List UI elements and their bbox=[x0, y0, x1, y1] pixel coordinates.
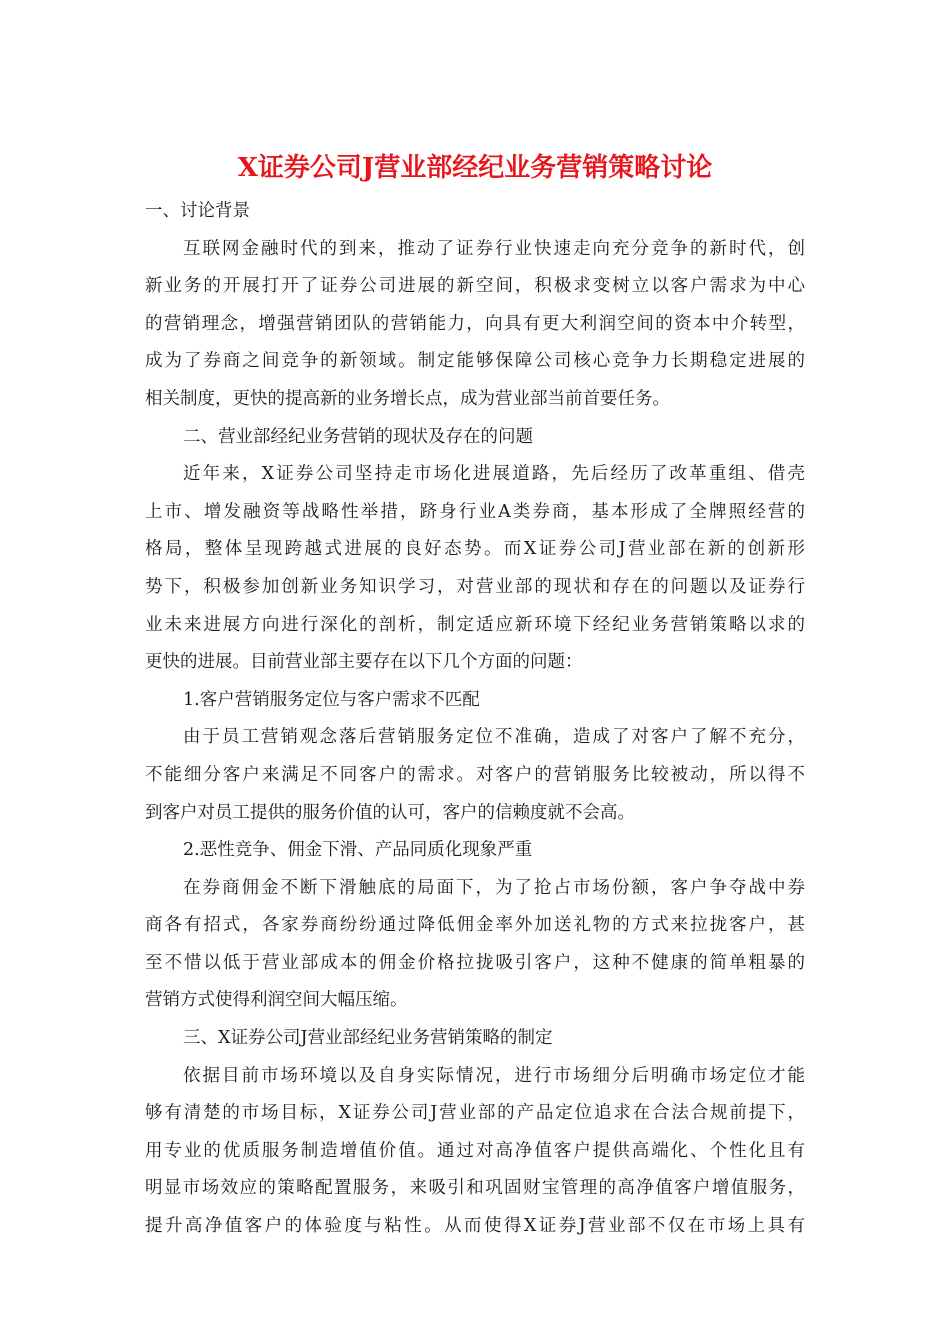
document-title: X证券公司J营业部经纪业务营销策略讨论 bbox=[237, 153, 713, 183]
paragraph-line: 新业务的开展打开了证券公司进展的新空间，积极求变树立以客户需求为中心 bbox=[145, 276, 805, 297]
paragraph-line: 依据目前市场环境以及自身实际情况，进行市场细分后明确市场定位才能 bbox=[183, 1065, 805, 1086]
paragraph-line: 商各有招式，各家券商纷纷通过降低佣金率外加送礼物的方式来拉拢客户，甚 bbox=[145, 915, 805, 936]
paragraph-line: 相关制度，更快的提高新的业务增长点，成为营业部当前首要任务。 bbox=[145, 388, 670, 409]
paragraph-line: 营销方式使得利润空间大幅压缩。 bbox=[145, 990, 408, 1011]
paragraph-line: 到客户对员工提供的服务价值的认可，客户的信赖度就不会高。 bbox=[145, 802, 635, 823]
document-body bbox=[145, 193, 805, 1246]
paragraph-line: 近年来，X证券公司坚持走市场化进展道路，先后经历了改革重组、借壳 bbox=[183, 464, 805, 485]
paragraph-line: 用专业的优质服务制造增值价值。通过对高净值客户提供高端化、个性化且有 bbox=[145, 1140, 805, 1161]
paragraph-line: 上市、增发融资等战略性举措，跻身行业A类券商，基本形成了全牌照经营的 bbox=[145, 501, 805, 522]
paragraph-background bbox=[145, 231, 805, 419]
paragraph-line: 提升高净值客户的体验度与粘性。从而使得X证券J营业部不仅在市场上具有 bbox=[145, 1216, 805, 1237]
paragraph-line: 不能细分客户来满足不同客户的需求。对客户的营销服务比较被动，所以得不 bbox=[145, 764, 805, 785]
paragraph-line: 的营销理念，增强营销团队的营销能力，向具有更大利润空间的资本中介转型， bbox=[145, 313, 805, 334]
section-heading-background: 一、讨论背景 bbox=[145, 201, 250, 221]
paragraph-positioning bbox=[145, 719, 805, 832]
section-heading-strategy: 三、X证券公司J营业部经纪业务营销策略的制定 bbox=[183, 1028, 553, 1049]
section-heading-status-issues: 二、营业部经纪业务营销的现状及存在的问题 bbox=[183, 426, 533, 447]
paragraph-line: 成为了券商之间竞争的新领域。制定能够保障公司核心竞争力长期稳定进展的 bbox=[145, 351, 805, 372]
paragraph-line: 至不惜以低于营业部成本的佣金价格拉拢吸引客户，这种不健康的简单粗暴的 bbox=[145, 952, 805, 973]
paragraph-line: 明显市场效应的策略配置服务，来吸引和巩固财宝管理的高净值客户增值服务， bbox=[145, 1178, 805, 1199]
paragraph-line: 势下，积极参加创新业务知识学习，对营业部的现状和存在的问题以及证券行 bbox=[145, 576, 805, 597]
paragraph-line: 格局，整体呈现跨越式进展的良好态势。而X证券公司J营业部在新的创新形 bbox=[145, 539, 805, 560]
paragraph-line: 由于员工营销观念落后营销服务定位不准确，造成了对客户了解不充分， bbox=[183, 727, 805, 748]
subheading-positioning-mismatch: 1.客户营销服务定位与客户需求不匹配 bbox=[183, 689, 480, 710]
paragraph-line: 互联网金融时代的到来，推动了证券行业快速走向充分竞争的新时代，创 bbox=[183, 238, 805, 259]
paragraph-line: 在券商佣金不断下滑触底的局面下，为了抢占市场份额，客户争夺战中券 bbox=[183, 877, 805, 898]
subheading-vicious-competition: 2.恶性竞争、佣金下滑、产品同质化现象严重 bbox=[183, 840, 533, 861]
paragraph-competition bbox=[145, 870, 805, 1020]
paragraph-status bbox=[145, 456, 805, 682]
paragraph-line: 够有清楚的市场目标，X证券公司J营业部的产品定位追求在合法合规前提下， bbox=[145, 1103, 805, 1124]
paragraph-line: 更快的进展。目前营业部主要存在以下几个方面的问题： bbox=[145, 652, 583, 673]
paragraph-line: 业未来进展方向进行深化的剖析，制定适应新环境下经纪业务营销策略以求的 bbox=[145, 614, 805, 635]
paragraph-strategy bbox=[145, 1058, 805, 1246]
